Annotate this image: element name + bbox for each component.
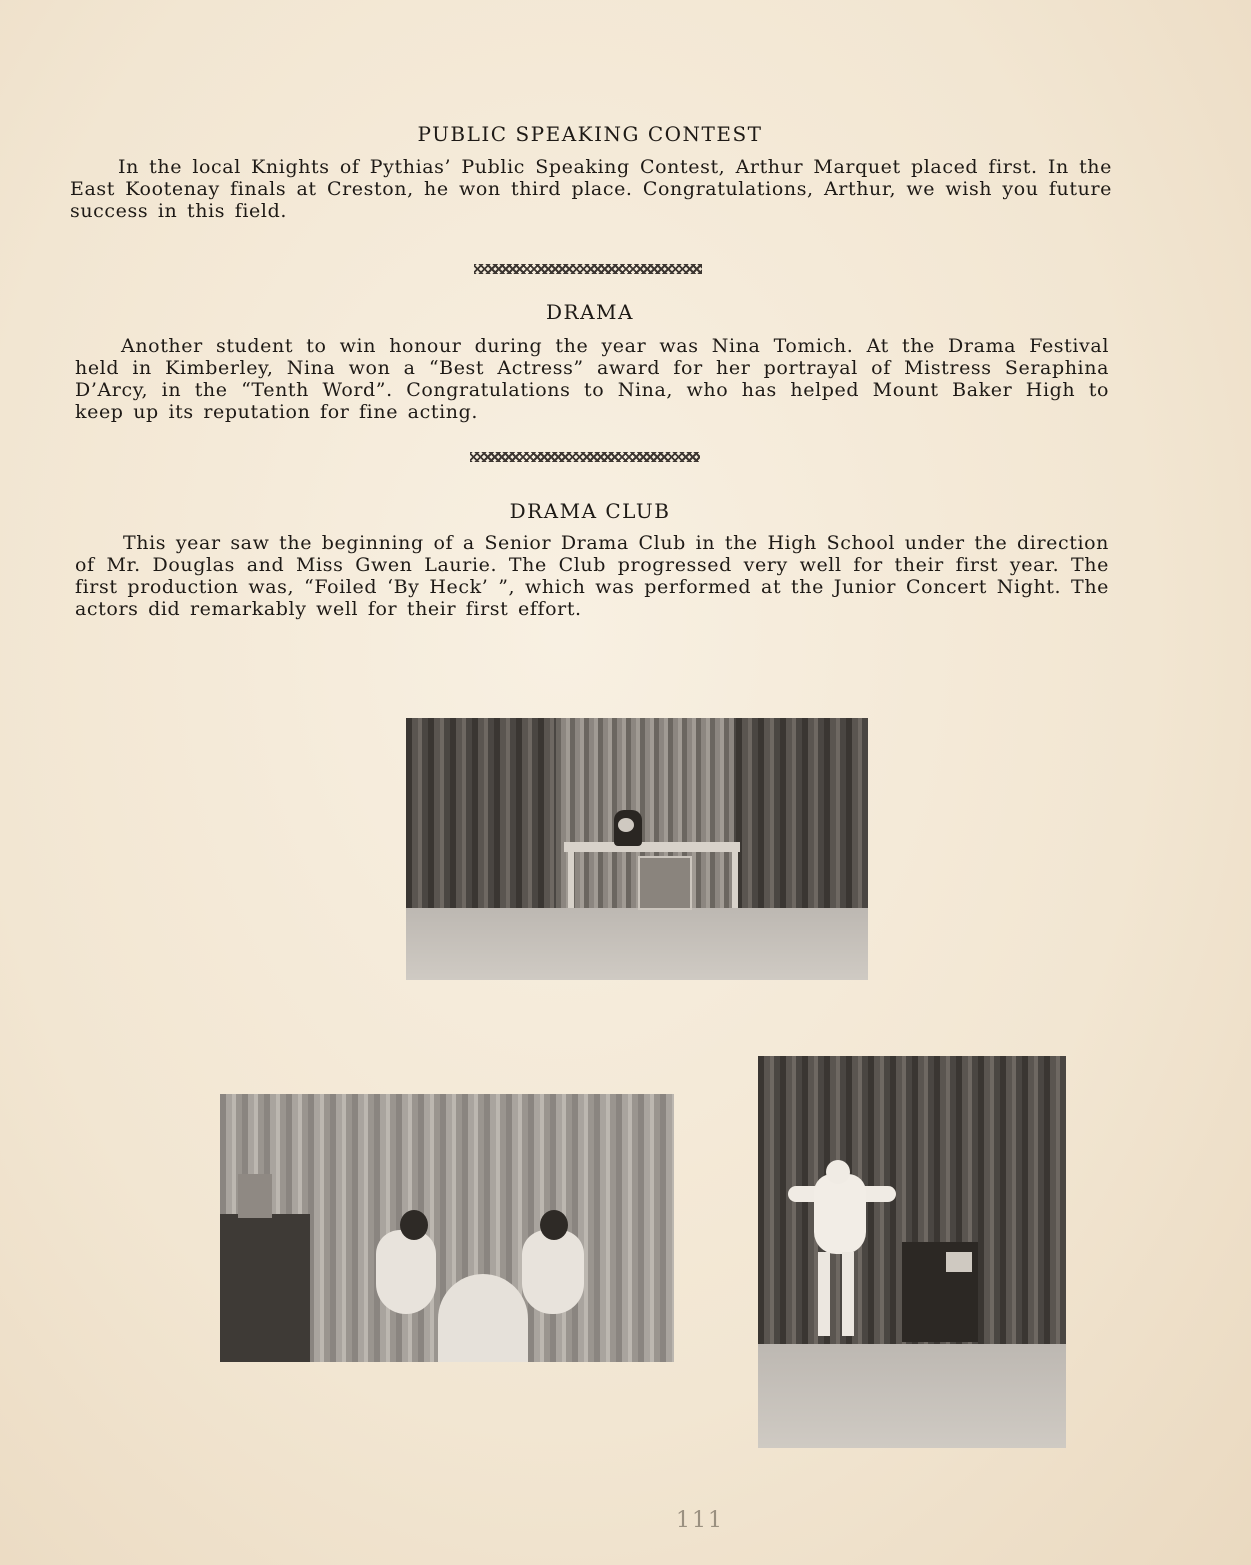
drama-paragraph: Another student to win honour during the year was Nina Tomich. At the Drama Festival held in Kimberley, Nina won a “Best Actress” award for her portrayal of Mistress Seraphina D’Arcy, in the “Tenth Word”. Congratulations to Nina, who has helped Mount Baker High to keep up its reputation for fine acting. bbox=[75, 335, 1109, 423]
drama-club-paragraph: This year saw the beginning of a Senior Drama Club in the High School under the direction of Mr. Douglas and Miss Gwen Laurie. The Club progressed very well for their first year. The first production was, “Foiled ‘By Heck’ ”, which was performed at the Junior Concert Night. The actors did remarkably well for their first effort. bbox=[75, 532, 1109, 620]
stage-desk-photo bbox=[406, 718, 868, 980]
dancers-photo bbox=[220, 1094, 674, 1362]
section-divider-ornament bbox=[470, 452, 700, 462]
section-divider-ornament bbox=[474, 264, 702, 274]
public-speaking-paragraph: In the local Knights of Pythias’ Public Speaking Contest, Arthur Marquet placed first. In the East Kootenay finals at Creston, he won third place. Congratulations, Arthur, we wish you future success in this field. bbox=[70, 156, 1112, 222]
public-speaking-heading: PUBLIC SPEAKING CONTEST bbox=[417, 122, 763, 146]
drama-club-heading: DRAMA CLUB bbox=[509, 499, 671, 523]
solo-dancer-photo bbox=[758, 1056, 1066, 1448]
drama-heading: DRAMA bbox=[546, 300, 634, 324]
page-number: 111 bbox=[676, 1508, 724, 1533]
